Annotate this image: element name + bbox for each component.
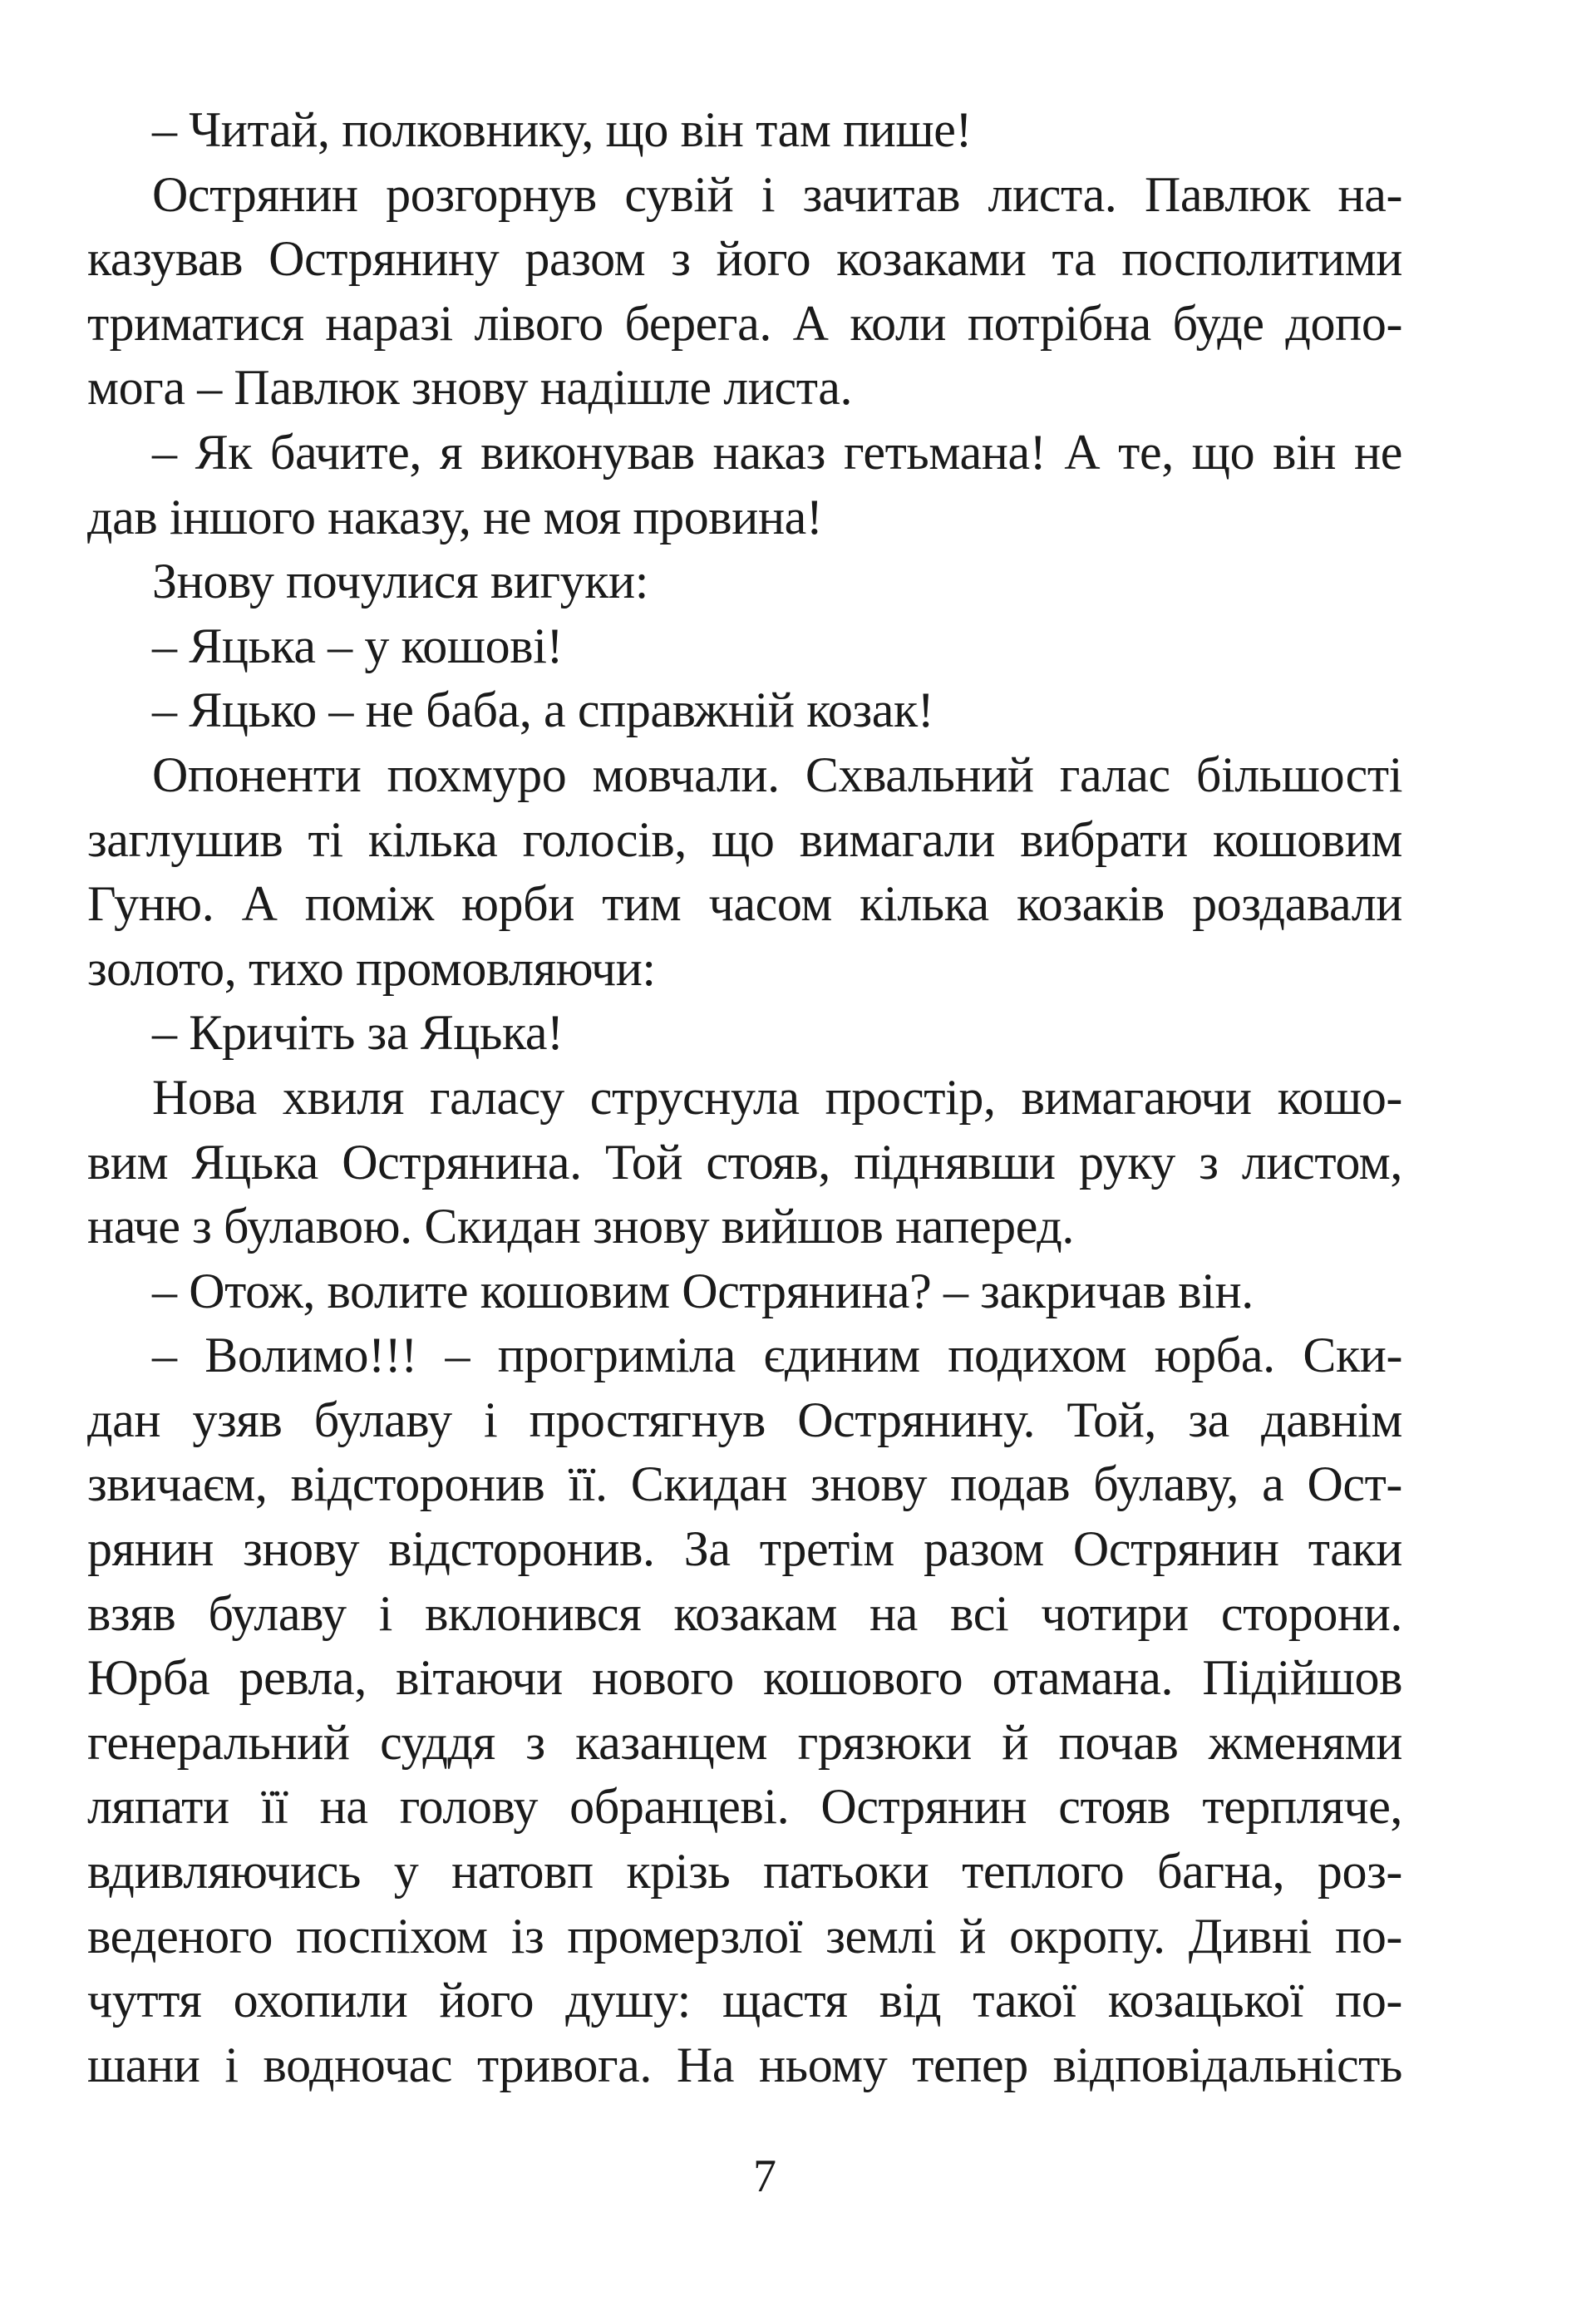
text-line: чуття охопили його душу: щастя від такої козацької по-: [87, 1973, 1403, 2028]
text-line: веденого поспіхом із промерзлої землі й окропу. Дивні по-: [87, 1908, 1403, 1964]
text-line: вдивляючись у натовп крізь патьоки теплого багна, роз-: [87, 1844, 1402, 1900]
text-line: Нова хвиля галасу струснула простір, вимагаючи кошо-: [152, 1069, 1403, 1125]
body-text: [87, 98, 1402, 2097]
text-line: Знову почулися вигуки:: [152, 554, 649, 609]
text-line: триматися наразі лівого берега. А коли потрібна буде допо-: [87, 295, 1403, 351]
text-line: Юрба ревла, вітаючи нового кошового отамана. Підійшов: [87, 1650, 1403, 1706]
text-line: – Кричіть за Яцька!: [152, 1005, 564, 1061]
text-line: взяв булаву і вклонився козакам на всі чотири сторони.: [87, 1585, 1402, 1641]
text-line: заглушив ті кілька голосів, що вимагали вибрати кошовим: [87, 811, 1402, 867]
text-line: Гуню. А поміж юрби тим часом кілька козаків роздавали: [87, 876, 1403, 932]
text-line: Острянин розгорнув сувій і зачитав листа. Павлюк на-: [152, 166, 1403, 222]
text-line: мога – Павлюк знову надішле листа.: [87, 360, 853, 416]
text-line: золото, тихо промовляючи:: [87, 940, 656, 996]
text-line: – Отож, волите кошовим Острянина? – закричав він.: [152, 1263, 1254, 1318]
text-line: – Яцько – не баба, а справжній козак!: [152, 682, 934, 738]
text-line: генеральний суддя з казанцем грязюки й почав жменями: [87, 1714, 1402, 1770]
page-number-label: 7: [753, 2151, 776, 2202]
text-line: дав іншого наказу, не моя провина!: [87, 489, 823, 545]
text-line: шани і водночас тривога. На ньому тепер відповідальність: [87, 2037, 1402, 2092]
text-line: – Волимо!!! – прогриміла єдиним подихом юрба. Ски-: [152, 1328, 1403, 1383]
page-number: [0, 2143, 1596, 2210]
text-line: рянин знову відсторонив. За третім разом Острянин таки: [87, 1521, 1402, 1577]
text-line: дан узяв булаву і простягнув Острянину. Той, за давнім: [87, 1392, 1402, 1447]
text-line: вим Яцька Острянина. Той стояв, піднявши руку з листом,: [87, 1134, 1402, 1190]
text-line: Опоненти похмуро мовчали. Схвальний галас більшості: [152, 747, 1402, 802]
text-line: – Як бачите, я виконував наказ гетьмана! А те, що він не: [152, 424, 1402, 480]
text-line: звичаєм, відсторонив її. Скидан знову подав булаву, а Ост-: [87, 1456, 1403, 1512]
text-line: наче з булавою. Скидан знову вийшов наперед.: [87, 1199, 1074, 1254]
text-line: – Читай, полковнику, що він там пише!: [152, 102, 973, 157]
text-line: – Яцька – у кошові!: [152, 618, 564, 673]
text-line: ляпати її на голову обранцеві. Острянин стояв терпляче,: [87, 1779, 1403, 1835]
text-line: казував Острянину разом з його козаками та посполитими: [87, 231, 1402, 287]
